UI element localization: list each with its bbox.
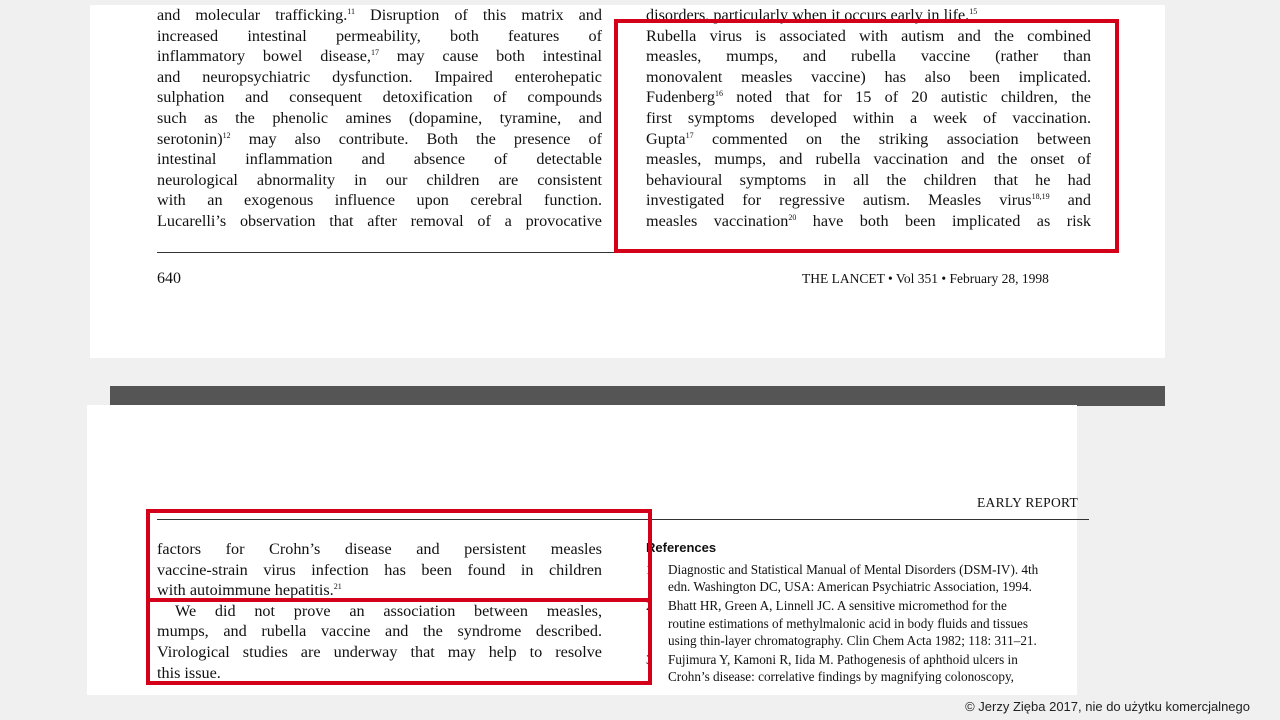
text-line: behavioural symptoms in all the children that he had [646, 170, 1091, 189]
text-line: neurological abnormality in our children are consistent [157, 170, 602, 189]
text-line: and neuropsychiatric dysfunction. Impaired enterohepatic [157, 67, 602, 86]
text-line: with autoimmune hepatitis.$^{21}$ [157, 581, 342, 600]
journal-footer: THE LANCET • Vol 351 • February 28, 1998 [802, 271, 1049, 286]
text-line: Virological studies are underway that may help to resolve [157, 642, 602, 661]
text-line: vaccine-strain virus infection has been found in children [157, 560, 602, 579]
text-line: such as the phenolic amines (dopamine, tyramine, and [157, 108, 602, 127]
text-line: measles, mumps, and rubella vaccine (rather than [646, 47, 1091, 66]
section-label: EARLY REPORT [977, 495, 1079, 510]
text-line: intestinal inflammation and absence of detectable [157, 150, 602, 169]
reference-item: 1 Diagnostic and Statistical Manual of Mental Disorders (DSM-IV). 4th edn. Washington DC, USA: American Psychiatric Association, 1994. [646, 562, 1039, 595]
text-line: Lucarelli’s observation that after removal of a provocative [157, 211, 602, 230]
text-line: measles, mumps, and rubella vaccination and the onset of [646, 150, 1091, 169]
reference-item: 3 Fujimura Y, Kamoni R, Iida M. Pathogenesis of aphthoid ulcers in Crohn’s disease: correlative findings by magnifying colonoscopy, [646, 652, 1018, 685]
page-divider-band [110, 386, 1165, 406]
text-line: monovalent measles vaccine) has also been implicated. [646, 67, 1091, 86]
copyright-notice: © Jerzy Zięba 2017, nie do użytku komercjalnego [965, 699, 1250, 714]
text-line: Gupta$^{17}$ commented on the striking association between [646, 129, 1091, 148]
text-line: investigated for regressive autism. Measles virus$^{18,19}$ and [646, 191, 1091, 210]
text-line: with an exogenous influence upon cerebral function. [157, 191, 602, 210]
top-left-column [157, 5, 602, 232]
text-line: and molecular trafficking.$^{11}$ Disruption of this matrix and [157, 6, 602, 24]
text-line: disorders, particularly when it occurs early in life.$^{15}$ [646, 6, 978, 24]
text-line: inflammatory bowel disease,$^{17}$ may cause both intestinal [157, 47, 602, 66]
footer-rule-left [157, 252, 617, 253]
highlight-box-conclusion [146, 598, 652, 685]
text-line: Fudenberg$^{16}$ noted that for 15 of 20 autistic children, the [646, 88, 1091, 107]
text-line: mumps, and rubella vaccine and the syndrome described. [157, 622, 602, 641]
text-line: factors for Crohn’s disease and persistent measles [157, 540, 602, 558]
text-line: this issue. [157, 663, 221, 682]
text-line: measles vaccination$^{20}$ have both been implicated as risk [646, 211, 1091, 230]
text-line: serotonin)$^{12}$ may also contribute. Both the presence of [157, 129, 602, 148]
reference-item: 2 Bhatt HR, Green A, Linnell JC. A sensitive micromethod for the routine estimations of methylmalonic acid in body fluids and tissues using thin-layer chromatography. Clin Chem Acta 1982; 118: 311–21. [646, 598, 1037, 648]
text-line: We did not prove an association between measles, [175, 601, 602, 620]
top-page-edge [90, 36, 120, 358]
highlight-box-crohns [146, 509, 652, 602]
text-line: first symptoms developed within a week of vaccination. [646, 108, 1091, 127]
text-line: increased intestinal permeability, both features of [157, 26, 602, 45]
text-line: sulphation and consequent detoxification of compounds [157, 88, 602, 107]
text-line: Rubella virus is associated with autism and the combined [646, 26, 1091, 45]
highlight-box-rubella [614, 19, 1119, 253]
references-title: References [646, 540, 717, 555]
page-number: 640 [157, 270, 181, 287]
references-list [646, 561, 1086, 687]
